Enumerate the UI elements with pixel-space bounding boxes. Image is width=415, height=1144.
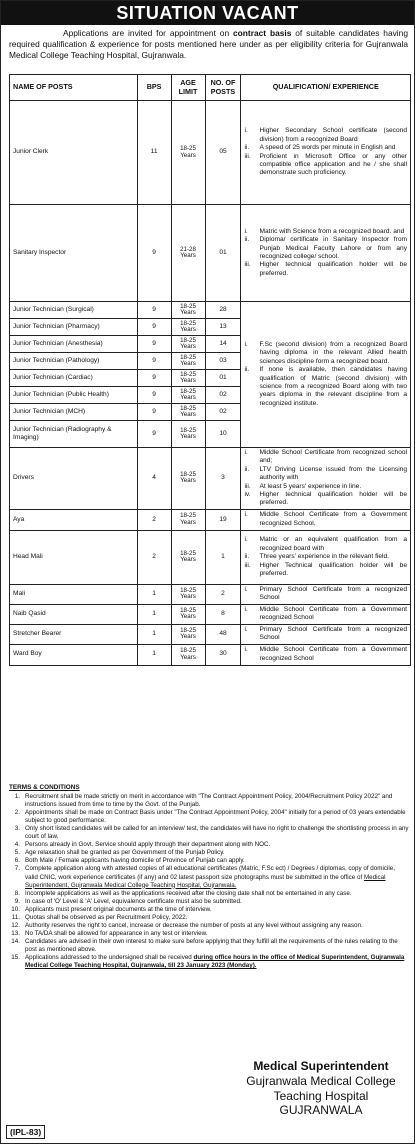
terms-item: 10. Applicants must present original documents at the time of interview. (11, 905, 212, 913)
qualification-cell (241, 302, 411, 448)
post-count: 30 (205, 644, 241, 665)
table-row (10, 584, 411, 604)
post-age-limit: 18-25 Years (171, 421, 205, 448)
qualification-item: ii. Three years' experience in the relevant field. (244, 553, 390, 561)
post-count: 13 (205, 319, 241, 336)
qualification-item: ii. If none is available, then candidates having qualification of Matric (second division) with science from a recognized Board along with two years diploma in the relevant discipline from a recognized institute. (244, 366, 407, 407)
post-count: 2 (205, 584, 241, 604)
terms-title: TERMS & CONDITIONS (9, 784, 80, 791)
terms-item: 8. Incomplete applications as well as the applications received after the closing date shall not be entertained in any case. (14, 889, 352, 897)
post-bps: 1 (137, 624, 171, 644)
table-row (10, 644, 411, 665)
post-count: 28 (205, 302, 241, 319)
post-name: Junior Technician (Radiography & Imaging) (10, 421, 138, 448)
terms-item: 14. Candidates are advised in their own interest to make sure before applying that they fulfill all the requirements of the rules relating to the post as mentioned above. (11, 937, 398, 953)
table-row (10, 604, 411, 624)
post-age-limit: 18-25 Years (171, 353, 205, 370)
post-name: Naib Qasid (10, 604, 138, 624)
post-age-limit: 21-28 Years (171, 205, 205, 302)
post-bps: 9 (137, 205, 171, 302)
contract-basis-text: contract basis (233, 28, 292, 38)
qualification-cell (241, 101, 411, 205)
terms-item: 11. Quotas shall be observed as per Recruitment Policy, 2022. (11, 913, 188, 921)
qualification-item: i. Middle School Certificate from a Government recognized School (244, 646, 407, 662)
post-count: 01 (205, 205, 241, 302)
post-name: Sanitary Inspector (10, 205, 138, 302)
qualification-cell (241, 205, 411, 302)
post-count: 03 (205, 353, 241, 370)
post-bps: 4 (137, 448, 171, 510)
ipl-code: (IPL-83) (6, 1125, 45, 1139)
post-name: Junior Technician (Public Health) (10, 387, 138, 404)
qualification-item: ii. Diploma/ certificate in Sanitary Inspector from Punjab Medical Faculty Lahore or from any recognized college/ school. (244, 236, 407, 260)
post-name: Junior Technician (MCH) (10, 404, 138, 421)
post-count: 14 (205, 336, 241, 353)
post-age-limit: 18-25 Years (171, 584, 205, 604)
post-count: 10 (205, 421, 241, 448)
header-name-of-posts: NAME OF POSTS (10, 75, 138, 101)
qualification-item: iii. Higher technical qualification holder will be preferred. (244, 261, 407, 277)
terms-item: 5. Age relaxation shall be granted as per Government of the Punjab Policy. (14, 849, 225, 857)
post-name: Head Mali (10, 530, 138, 584)
signatory-title: Medical Superintendent (253, 1059, 389, 1073)
post-bps: 1 (137, 604, 171, 624)
table-row (10, 302, 411, 319)
terms-and-conditions (9, 784, 409, 970)
qualification-item: i. Matric with Science from a recognized board. and (244, 227, 405, 235)
qualification-item: ii. LTV Driving License issued from the Licensing authority with (244, 465, 407, 482)
page-title: SITUATION VACANT (1, 1, 414, 25)
terms-item: 1. Recruitment shall be made strictly on merit in accordance with "The Contract Appointment Policy, 2004/Recruitment Policy 2022" and instructions issued from time to time by the Govt. of the Punjab. (14, 793, 393, 809)
post-name: Junior Technician (Pathology) (10, 353, 138, 370)
post-count: 19 (205, 509, 241, 530)
post-name: Junior Technician (Anesthesia) (10, 336, 138, 353)
terms-item: 4. Persons already in Govt. Service should apply through their department along with NOC. (14, 841, 271, 849)
signature-block (236, 1059, 406, 1118)
qualification-item: i. Matric or an equivalent qualification from a recognized board with (244, 536, 407, 552)
post-name: Junior Technician (Pharmacy) (10, 319, 138, 336)
post-bps: 9 (137, 421, 171, 448)
terms-item: 7. Complete application along with attested copies of all educational certificates (Matric, F.Sc ect) / Degrees / diplomas, copy of domicile, valid CNIC, work experience certificates (if any) and 02 latest passport size photographs must be submitted in the office of Medical Superintendent, Gujranwala Medical College Teaching Hospital, Gujranwala. (14, 865, 395, 889)
table-header-row (10, 75, 411, 101)
qualification-cell (241, 530, 411, 584)
terms-item: 2. Appointments shall be made on Contract Basis under "The Contract Appointment Policy, 2004" initially for a period of 03 years extendable subject to good performance. (14, 809, 406, 825)
qualification-item: iii. Higher Technical qualification holder will be preferred. (244, 561, 407, 577)
signatory-institution: Gujranwala Medical College (246, 1074, 396, 1088)
post-name: Stretcher Bearer (10, 624, 138, 644)
qualification-item: iii. Proficient in Microsoft Office or any other compatible office application and he / she shall demonstrate such proficiency. (244, 152, 407, 177)
post-bps: 2 (137, 509, 171, 530)
post-bps: 9 (137, 370, 171, 387)
post-age-limit: 18-25 Years (171, 624, 205, 644)
terms-list (9, 793, 409, 970)
post-name: Ward Boy (10, 644, 138, 665)
post-age-limit: 18-25 Years (171, 101, 205, 205)
post-count: 3 (205, 448, 241, 510)
post-count: 8 (205, 604, 241, 624)
post-count: 1 (205, 530, 241, 584)
post-name: Junior Technician (Cardiac) (10, 370, 138, 387)
terms-item: 15. Applications addressed to the undersigned shall be received during office hours in the office of Medical Superintendent, Gujranwala Medical College Teaching Hospital, Gujranwala, till 23 January 2023 (Monday). (11, 953, 405, 970)
qualification-item: i. F.Sc (second division) from a recognized Board having diploma in the relevant Allied health sciences discipline form a recognized board. (244, 340, 407, 365)
terms-item: 6. Both Male / Female applicants having domicile of Province of Punjab can apply. (14, 857, 245, 865)
qualification-item: iv. Higher technical qualification holder will be preferred. (244, 491, 407, 507)
post-count: 01 (205, 370, 241, 387)
post-name: Junior Clerk (10, 101, 138, 205)
table-row (10, 205, 411, 302)
post-count: 48 (205, 624, 241, 644)
table-row (10, 624, 411, 644)
qualification-item: i. Primary School Certificate from a recognized School (244, 585, 407, 602)
intro-paragraph: Applications are invited for appointment on contract basis of suitable candidates having required qualification & experience for posts mentioned here under as per eligibility criteria for Gujranwala Medical College Teaching Hospital, Gujranwala. (9, 28, 408, 60)
post-count: 02 (205, 404, 241, 421)
qualification-cell (241, 624, 411, 644)
terms-item: 3. Only short listed candidates will be called for an interview/ test, the candidates will have no right to challenge the shortlisting process in any court of law. (14, 825, 409, 841)
qualification-item: i. Higher Secondary School certificate (second division) from a recognized Board (244, 127, 407, 143)
header-age-limit: AGE LIMIT (171, 75, 205, 101)
post-age-limit: 18-25 Years (171, 302, 205, 319)
post-name: Mali (10, 584, 138, 604)
table-row (10, 530, 411, 584)
post-age-limit: 18-25 Years (171, 530, 205, 584)
post-age-limit: 18-25 Years (171, 604, 205, 624)
post-bps: 11 (137, 101, 171, 205)
post-age-limit: 18-25 Years (171, 387, 205, 404)
header-bps: BPS (137, 75, 171, 101)
post-bps: 9 (137, 336, 171, 353)
post-name: Junior Technician (Surgical) (10, 302, 138, 319)
qualification-cell (241, 584, 411, 604)
post-age-limit: 18-25 Years (171, 319, 205, 336)
post-bps: 1 (137, 584, 171, 604)
qualification-item: iii. At least 5 years' experience in line. (244, 482, 362, 490)
qualification-item: ii. A speed of 25 words per minute in English and (244, 144, 396, 152)
post-bps: 9 (137, 353, 171, 370)
table-row (10, 509, 411, 530)
qualification-item: i. Middle School Certificate from a Government recognized School. (244, 511, 407, 527)
post-count: 05 (205, 101, 241, 205)
signatory-city: GUJRANWALA (279, 1103, 363, 1117)
qualification-cell (241, 509, 411, 530)
post-bps: 9 (137, 387, 171, 404)
posts-table (9, 74, 411, 666)
table-row (10, 448, 411, 510)
post-bps: 1 (137, 644, 171, 665)
post-name: Aya (10, 509, 138, 530)
terms-item: 9. In case of 'O' Level & 'A' Level, equivalence certificate must also be submitted. (14, 897, 242, 905)
post-count: 02 (205, 387, 241, 404)
qualification-cell (241, 604, 411, 624)
table-row (10, 101, 411, 205)
post-age-limit: 18-25 Years (171, 644, 205, 665)
post-age-limit: 18-25 Years (171, 336, 205, 353)
qualification-item: i. Middle School Certificate from a Government recognized School (244, 605, 407, 622)
post-age-limit: 18-25 Years (171, 404, 205, 421)
post-bps: 2 (137, 530, 171, 584)
qualification-cell (241, 448, 411, 510)
terms-item: 12. Authority reserves the right to cancel, increase or decrease the number of posts at any level without assigning any reason. (11, 921, 363, 929)
qualification-cell (241, 644, 411, 665)
post-name: Drivers (10, 448, 138, 510)
qualification-item: i. Primary School Certificate from a recognized School (244, 625, 407, 642)
qualification-item: i. Middle School Certificate from recognized school and; (244, 449, 407, 465)
terms-item: 13. No TA/DA shall be allowed for appearance in any test or interview. (11, 929, 208, 937)
post-bps: 9 (137, 319, 171, 336)
post-age-limit: 18-25 Years (171, 370, 205, 387)
post-bps: 9 (137, 302, 171, 319)
post-bps: 9 (137, 404, 171, 421)
header-qualification: QUALIFICATION/ EXPERIENCE (241, 75, 411, 101)
signatory-hospital: Teaching Hospital (273, 1088, 369, 1103)
header-no-of-posts: NO. OF POSTS (205, 75, 241, 101)
post-age-limit: 18-25 Years (171, 509, 205, 530)
post-age-limit: 18-25 Years (171, 448, 205, 510)
